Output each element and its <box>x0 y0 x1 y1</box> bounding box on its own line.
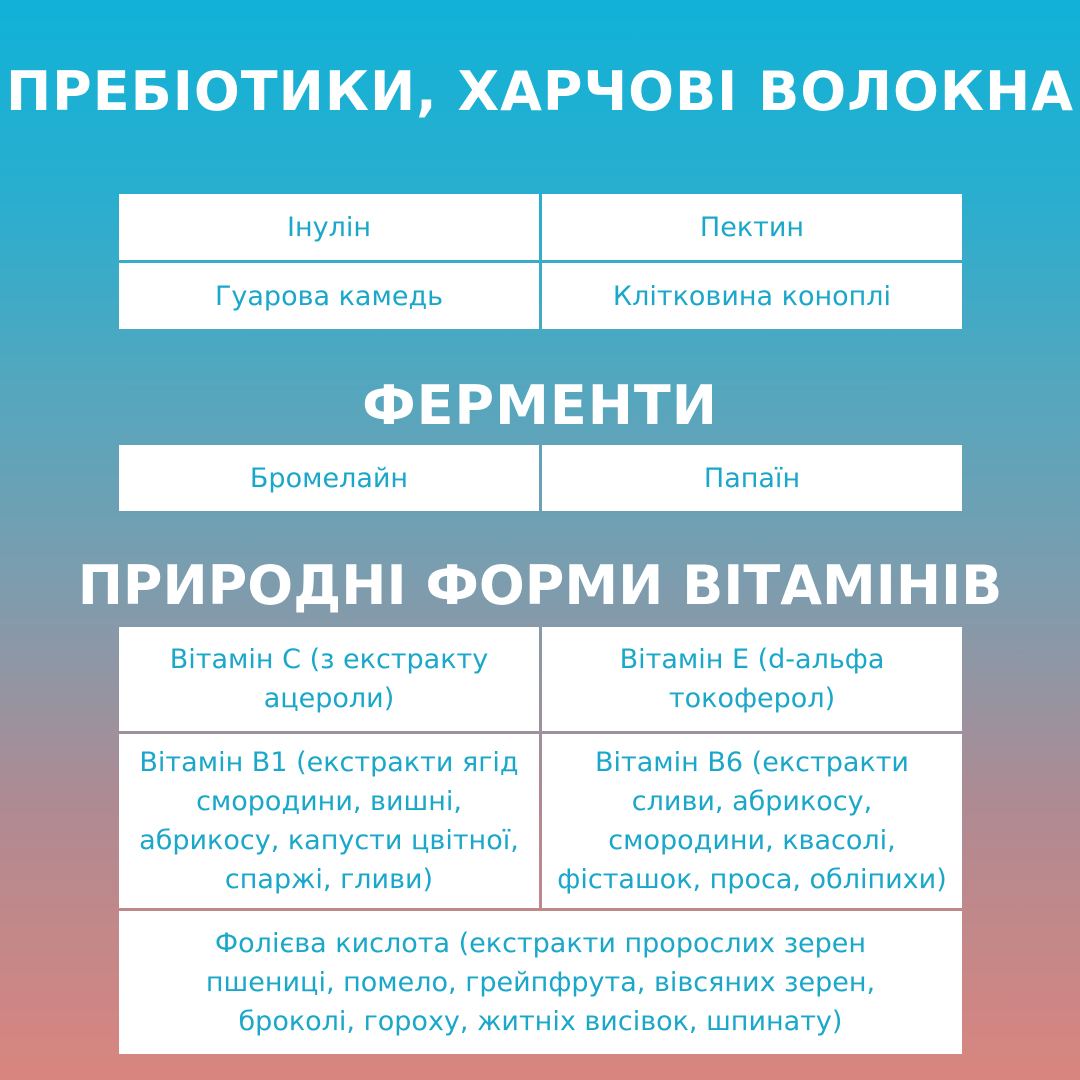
table-cell: Бромелайн <box>119 445 539 511</box>
table-cell-wide: Фолієва кислота (екстракти пророслих зерен пшениці, помело, грейпфрута, вівсяних зерен, броколі, гороху, житніх висівок, шпинату) <box>119 911 962 1054</box>
table-cell: Вітамін В6 (екстракти сливи, абрикосу, смородини, квасолі, фісташок, проса, обліпихи) <box>542 734 962 908</box>
table-cell: Клітковина коноплі <box>542 263 962 329</box>
section-title-prebiotics: ПРЕБІОТИКИ, ХАРЧОВІ ВОЛОКНА <box>5 60 1075 123</box>
table-cell: Вітамін С (з екстракту ацероли) <box>119 627 539 731</box>
vitamins-table <box>119 627 962 1054</box>
table-cell: Інулін <box>119 194 539 260</box>
enzymes-table <box>119 445 962 511</box>
table-cell: Пектин <box>542 194 962 260</box>
section-title-vitamins: ПРИРОДНІ ФОРМИ ВІТАМІНІВ <box>77 554 1003 617</box>
table-cell: Вітамін Е (d-альфа токоферол) <box>542 627 962 731</box>
section-title-enzymes: ФЕРМЕНТИ <box>362 374 718 437</box>
prebiotics-table <box>119 194 962 329</box>
table-cell: Папаїн <box>542 445 962 511</box>
table-cell: Гуарова камедь <box>119 263 539 329</box>
table-cell: Вітамін В1 (екстракти ягід смородини, вишні, абрикосу, капусти цвітної, спаржі, гливи) <box>119 734 539 908</box>
